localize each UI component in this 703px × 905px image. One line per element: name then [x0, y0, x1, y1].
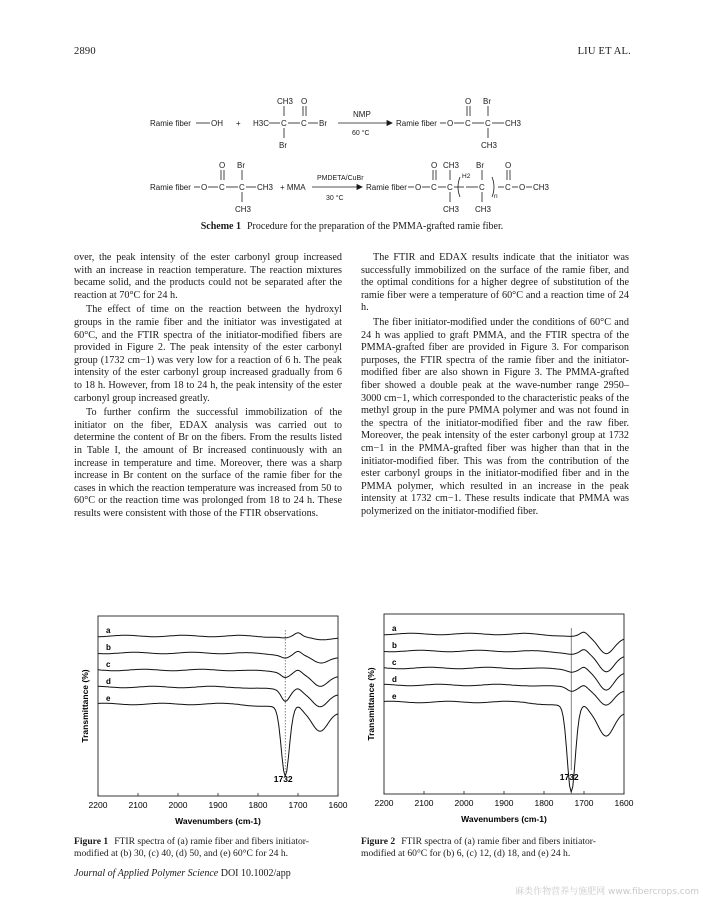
- spectrum-line-e: [98, 703, 338, 776]
- r1-product-ch3-r: CH3: [505, 119, 522, 128]
- spectrum-line-a: [98, 633, 338, 640]
- r2-product-c3: C: [479, 183, 485, 192]
- r1-product-br: Br: [483, 97, 491, 106]
- series-label-d: d: [392, 675, 397, 684]
- series-label-c: c: [392, 658, 397, 667]
- figure-1-caption: [74, 836, 342, 860]
- r2-reagent: PMDETA/CuBr: [317, 175, 364, 182]
- r2-o2-label: O: [219, 161, 226, 170]
- r2-o-label: O: [201, 183, 208, 192]
- paragraph: The effect of time on the reaction between the hydroxyl groups in the ramie fiber and the initiator was investigated at 60°C, and the FTIR spectra of the initiator-modified fibers are provided in Figure 2. The peak intensity of the ester carbonyl group (1732 cm−1) was very low for a reaction of 6 h. The peak intensity of the ester carbonyl group increased gradually from 6 to 18 h. However, from 18 to 24 h, the peak intensity of the ester carbonyl group increased greatly.: [74, 304, 342, 404]
- r2-product-c1: C: [431, 183, 437, 192]
- spectrum-line-c: [98, 669, 338, 686]
- series-label-e: e: [392, 692, 397, 701]
- left-text-column: [74, 252, 342, 522]
- r2-product-ch3-t: CH3: [443, 161, 460, 170]
- r1-condition: 60 °C: [352, 130, 370, 137]
- journal-footer: [74, 868, 291, 879]
- spectrum-line-b: [98, 651, 338, 663]
- r2-br-label: Br: [237, 161, 245, 170]
- r2-product-o3: O: [505, 161, 512, 170]
- r1-product-prefix: Ramie fiber: [396, 119, 437, 128]
- figure-1-caption-text: FTIR spectra of (a) ramie fiber and fibers initiator-modified at (b) 30, (c) 40, (d) 50, and (e) 60°C for 24 h.: [74, 836, 310, 859]
- plot-frame: [384, 614, 624, 794]
- r2-condition: 30 °C: [326, 195, 344, 202]
- marker-label: 1732: [559, 772, 579, 782]
- r2-c2-label: C: [239, 183, 245, 192]
- r1-product-o2: O: [465, 97, 472, 106]
- x-tick-label: 2000: [168, 800, 188, 810]
- watermark-text: 麻类作物营养与施肥网 www.fibercrops.com: [515, 887, 699, 897]
- series-label-a: a: [106, 626, 111, 635]
- r1-c2-label: C: [301, 119, 307, 128]
- marker-label: 1732: [273, 774, 293, 784]
- x-tick-label: 1600: [328, 800, 348, 810]
- r2-plus-mma: + MMA: [280, 183, 306, 192]
- r1-reactant-label: Ramie fiber: [150, 119, 191, 128]
- r1-reagent: NMP: [353, 110, 371, 119]
- x-axis-label: Wavenumbers (cm-1): [175, 816, 261, 826]
- r1-product-ch3-b: CH3: [481, 141, 498, 150]
- x-axis-label: Wavenumbers (cm-1): [461, 814, 547, 824]
- journal-doi: DOI 10.1002/app: [220, 868, 291, 879]
- series-label-b: b: [392, 641, 397, 650]
- r2-n-label: n: [494, 193, 498, 200]
- scheme-caption-label: Scheme 1: [200, 221, 241, 232]
- r2-reactant-label: Ramie fiber: [150, 183, 191, 192]
- x-tick-label: 1700: [288, 800, 308, 810]
- r1-product-o: O: [447, 119, 454, 128]
- right-text-column: [361, 252, 629, 520]
- r2-product-prefix: Ramie fiber: [366, 183, 407, 192]
- x-tick-label: 1800: [248, 800, 268, 810]
- r1-br2-label: Br: [319, 119, 327, 128]
- x-tick-label: 2200: [88, 800, 108, 810]
- r2-product-ch3-end: CH3: [533, 183, 550, 192]
- x-tick-label: 1700: [574, 798, 594, 808]
- r1-c1-label: C: [281, 119, 287, 128]
- x-tick-label: 1600: [614, 798, 634, 808]
- figure-2-caption-text: FTIR spectra of (a) ramie fiber and fibers initiator-modified at 60°C for (b) 6, (c) 12, (d) 18, and (e) 24 h.: [361, 836, 597, 859]
- r1-oh-label: OH: [211, 119, 223, 128]
- r2-product-ch3-b2: CH3: [475, 205, 492, 214]
- y-axis-label: Transmittance (%): [80, 669, 90, 743]
- r2-product-br: Br: [476, 161, 484, 170]
- r1-product-c1: C: [465, 119, 471, 128]
- figure-2-caption: [361, 836, 629, 860]
- r2-ch3-r-label: CH3: [257, 183, 274, 192]
- r2-product-o: O: [415, 183, 422, 192]
- plot-frame: [98, 616, 338, 796]
- running-header-authors: LIU ET AL.: [577, 46, 631, 57]
- reaction-scheme: [140, 92, 560, 217]
- r2-product-o4: O: [519, 183, 526, 192]
- r2-product-c2: C: [447, 183, 453, 192]
- paragraph: over, the peak intensity of the ester carbonyl group increased with an increase in reaction temperature. The reaction mixtures became solid, and the products could not be separated after the reaction at 70°C for 24 h.: [74, 252, 342, 301]
- r1-plus: +: [236, 119, 241, 128]
- page-number: 2890: [74, 46, 96, 57]
- spectrum-line-e: [384, 701, 624, 792]
- figure-2-chart: [362, 610, 634, 832]
- r2-c1-label: C: [219, 183, 225, 192]
- paragraph: The fiber initiator-modified under the conditions of 60°C and 24 h was applied to graft PMMA, and the FTIR spectra of the PMMA-grafted fiber are provided in Figure 3. For comparison purposes, the FTIR spectra of the ramie fiber and the initiator-modified fiber are also shown in Figure 3. The PMMA-grafted fiber showed a double peak at the wave-number range 2950–3000 cm−1, which corresponded to the characteristic peaks of the methyl group in the pure PMMA polymer and was not found in the spectra of the initiator-modified fiber and the raw fiber. Moreover, the peak intensity of the ester carbonyl group at 1732 cm−1 in the PMMA-grafted fiber was higher than that in the initiator-modified fiber. This was from the contribution of the ester carbonyl groups in the initiator-modified fiber and in the PMMA polymer, which resulted in an increase in the peak intensity at 1732 cm−1. These results indicate that PMMA was polymerized on the initiator-modified fiber.: [361, 316, 629, 517]
- x-tick-label: 1900: [494, 798, 514, 808]
- r1-product-c2: C: [485, 119, 491, 128]
- x-tick-label: 2100: [414, 798, 434, 808]
- r2-product-c4: C: [505, 183, 511, 192]
- figure-1-caption-label: Figure 1: [74, 836, 109, 847]
- paragraph: The FTIR and EDAX results indicate that the initiator was successfully immobilized on the surface of the ramie fiber, and the optimal conditions for a higher degree of substitution of the ramie fiber were a temperature of 60°C and a reaction time of 24 h.: [361, 252, 629, 314]
- x-tick-label: 1800: [534, 798, 554, 808]
- spectrum-line-c: [384, 667, 624, 690]
- series-label-b: b: [106, 643, 111, 652]
- r2-ch3-b-label: CH3: [235, 205, 252, 214]
- figure-1-chart: [76, 612, 348, 834]
- journal-name: Journal of Applied Polymer Science: [74, 868, 219, 879]
- y-axis-label: Transmittance (%): [366, 667, 376, 741]
- series-label-e: e: [106, 694, 111, 703]
- r1-h3c-label: H3C: [253, 119, 270, 128]
- x-tick-label: 2200: [374, 798, 394, 808]
- x-tick-label: 2100: [128, 800, 148, 810]
- r2-h2-label: H2: [462, 173, 471, 180]
- scheme-caption-text: Procedure for the preparation of the PMMA-grafted ramie fiber.: [246, 221, 504, 232]
- paragraph: To further confirm the successful immobilization of the initiator on the fiber, EDAX analysis was carried out to determine the content of Br on the fibers. From the results listed in Table I, the amount of Br increased continuously with an increase in temperature and time. Moreover, there was a sharp increase in Br content on the surface of the ramie fiber for the cases in which the reaction temperature was increased from 50 to 60°C or the reaction time was prolonged from 18 to 24 h. These results were consistent with those of the FTIR observations.: [74, 407, 342, 519]
- r1-o-label: O: [301, 97, 308, 106]
- figure-2-caption-label: Figure 2: [361, 836, 396, 847]
- x-tick-label: 2000: [454, 798, 474, 808]
- scheme-caption: [74, 221, 630, 232]
- series-label-a: a: [392, 624, 397, 633]
- r1-ch3-label: CH3: [277, 97, 294, 106]
- r2-product-o2: O: [431, 161, 438, 170]
- x-tick-label: 1900: [208, 800, 228, 810]
- spectrum-line-d: [384, 684, 624, 705]
- series-label-c: c: [106, 660, 111, 669]
- r1-br1-label: Br: [279, 141, 287, 150]
- r2-product-ch3-b: CH3: [443, 205, 460, 214]
- series-label-d: d: [106, 677, 111, 686]
